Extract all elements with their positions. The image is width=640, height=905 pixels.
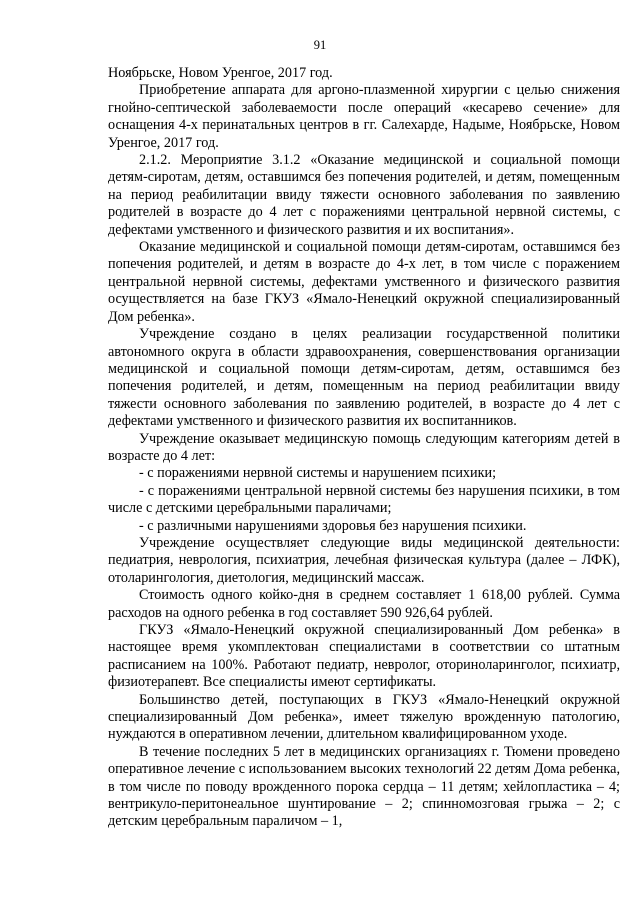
list-item: - с поражениями нервной системы и нарушением психики; bbox=[139, 465, 497, 482]
paragraph: ГКУЗ «Ямало-Ненецкий окружной специализированный Дом ребенка» в настоящее время укомплектован специалистами в соответствии со штатным расписанием на 100%. Работают педиатр, невролог, оториноларинголог, психиатр, физиотерапевт. Все специалисты имеют сертификаты. bbox=[108, 622, 620, 691]
paragraph: Ноябрьске, Новом Уренгое, 2017 год. bbox=[108, 65, 333, 81]
paragraph: Учреждение осуществляет следующие виды медицинской деятельности: педиатрия, неврология, психиатрия, лечебная физическая культура (далее – ЛФК), отоларингология, диетология, медицинский массаж. bbox=[108, 534, 620, 586]
section-paragraph: 2.1.2. Мероприятие 3.1.2 «Оказание медицинской и социальной помощи детям-сиротам, детям, оставшимся без попечения родителей, и детям, помещенным на период реабилитации ввиду тяжести основного заболевания по заявлению родителей в возрасте до 4 лет с поражениями центральной нервной системы, с дефектами умственного и физического развития и их воспитания». bbox=[108, 152, 620, 238]
paragraph: Большинство детей, поступающих в ГКУЗ «Ямало-Ненецкий окружной специализированный Дом ребенка», имеет тяжелую врожденную патологию, нуждаются в оперативном лечении, длительном квалифицированном уходе. bbox=[108, 691, 620, 743]
paragraph: Учреждение оказывает медицинскую помощь следующим категориям детей в возрасте до 4 лет: bbox=[108, 430, 620, 464]
document-body bbox=[108, 65, 620, 831]
list-item: - с различными нарушениями здоровья без нарушения психики. bbox=[139, 517, 527, 534]
paragraph: В течение последних 5 лет в медицинских организациях г. Тюмени проведено оперативное лечение с использованием высоких технологий 22 детям Дома ребенка, в том числе по поводу врожденного порока сердца – 11 детям; хейлопластика – 4; вентрикуло-перитонеальное шунтирование – 2; спинномозговая грыжа – 2; с детским церебральным параличом – 1, bbox=[108, 743, 620, 830]
list-item: - с поражениями центральной нервной системы без нарушения психики, в том числе с детскими церебральными параличами; bbox=[108, 482, 620, 517]
paragraph: Стоимость одного койко-дня в среднем составляет 1 618,00 рублей. Сумма расходов на одного ребенка в год составляет 590 926,64 рублей. bbox=[108, 587, 620, 621]
paragraph: Приобретение аппарата для аргоно-плазменной хирургии с целью снижения гнойно-септической заболеваемости после операций «кесарево сечение» для оснащения 4-х перинатальных центров в гг. Салехарде, Надыме, Ноябрьске, Новом Уренгое, 2017 год. bbox=[108, 82, 620, 151]
page-number: 91 bbox=[313, 38, 327, 52]
paragraph: Оказание медицинской и социальной помощи детям-сиротам, оставшимся без попечения родителей, и детям в возрасте до 4-х лет, в том числе с поражением центральной нервной системы, дефектами умственного и физического развития осуществляется на базе ГКУЗ «Ямало-Ненецкий окружной специализированный Дом ребенка». bbox=[108, 239, 620, 325]
paragraph: Учреждение создано в целях реализации государственной политики автономного округа в области здравоохранения, совершенствования организации медицинской и социальной помощи детям-сиротам, детям, оставшимся без попечения родителей, и детям, помещенным на период реабилитации ввиду тяжести основного заболевания по заявлению родителей, в возрасте до 4 лет с дефектами умственного и физического развития их воспитанников. bbox=[108, 326, 620, 430]
